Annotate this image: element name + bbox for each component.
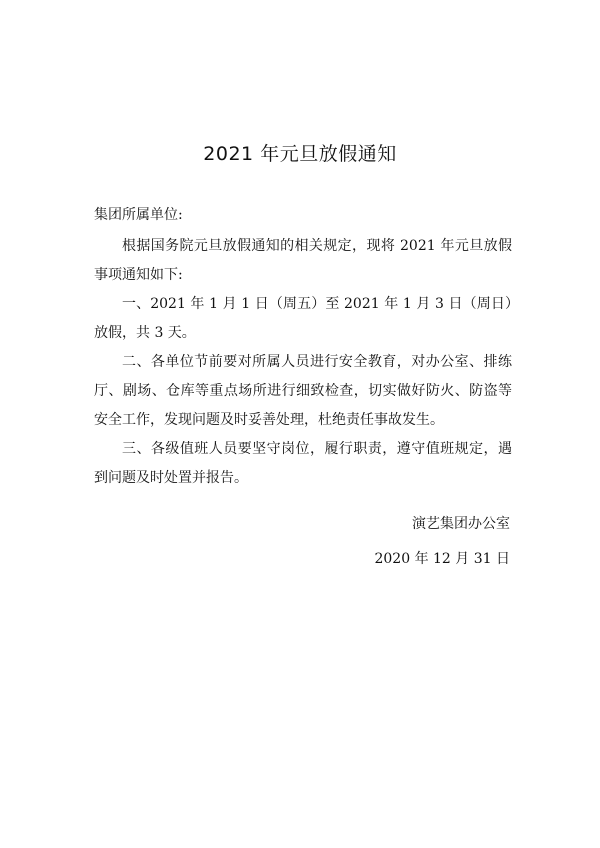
paragraph-item-3: 三、各级值班人员要坚守岗位，履行职责，遵守值班规定，遇到问题及时处置并报告。 — [94, 441, 512, 486]
document-title: 2021 年元旦放假通知 — [203, 143, 397, 165]
paragraph-intro: 根据国务院元旦放假通知的相关规定，现将 2021 年元旦放假事项通知如下: — [94, 238, 512, 283]
paragraph-item-2: 二、各单位节前要对所属人员进行安全教育，对办公室、排练厅、剧场、仓库等重点场所进行细致检查，切实做好防火、防盗等安全工作，发现问题及时妥善处理，杜绝责任事故发生。 — [94, 354, 512, 428]
document-date: 2020 年 12 月 31 日 — [374, 551, 510, 567]
document-body — [94, 232, 512, 493]
salutation: 集团所属单位: — [94, 207, 183, 223]
signature: 演艺集团办公室 — [412, 516, 510, 532]
paragraph-item-1: 一、2021 年 1 月 1 日（周五）至 2021 年 1 月 3 日（周日）放假，共 3 天。 — [94, 296, 512, 341]
